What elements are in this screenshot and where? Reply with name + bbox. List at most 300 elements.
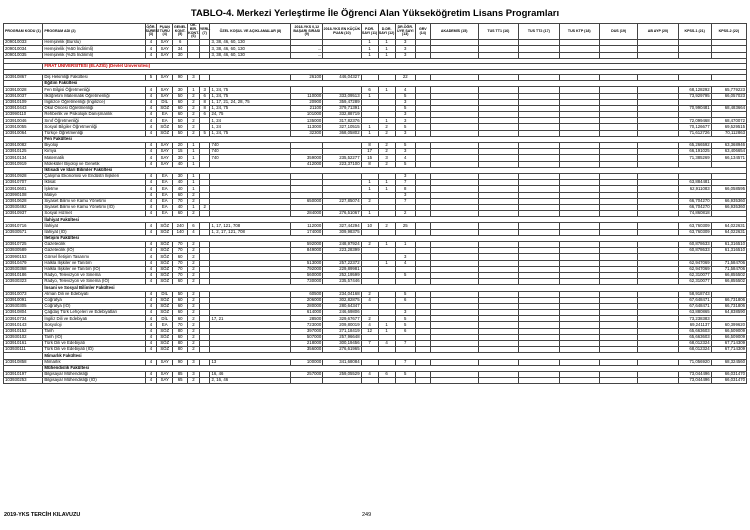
table-cell: 4: [188, 229, 200, 235]
table-cell: Radyo, Televizyon ve Sinema (İÖ): [43, 279, 145, 285]
table-cell: SÖZ: [157, 334, 173, 340]
table-cell: 650000: [291, 198, 323, 204]
table-cell: 223,28399: [323, 248, 361, 254]
table-cell: 174000: [291, 229, 323, 235]
table-cell: 80: [173, 328, 188, 334]
table-cell: 4: [361, 297, 378, 303]
table-cell: ...: [291, 52, 323, 58]
table-cell: 4: [145, 52, 157, 58]
table-cell: 2: [188, 105, 200, 111]
table-cell: Türk Dili ve Edebiyatı (İÖ): [43, 347, 145, 353]
table-cell: 4: [145, 242, 157, 248]
column-header: AB AYP (20): [638, 24, 678, 40]
table-cell: 60: [173, 254, 188, 260]
table-cell: 2: [188, 192, 200, 198]
table-cell: 2, 16, 46: [210, 378, 291, 384]
table-cell: 333,09513: [323, 93, 361, 99]
table-cell: 397000: [291, 328, 323, 334]
table-cell: 4: [145, 143, 157, 149]
table-cell: 327,44294: [323, 223, 361, 229]
table-cell: SÖZ: [157, 303, 173, 309]
table-cell: 4: [145, 229, 157, 235]
table-cell: 70: [173, 322, 188, 328]
table-cell: 70,126677: [678, 124, 711, 130]
table-cell: 329,67677: [323, 316, 361, 322]
table-cell: 103910109: [4, 99, 43, 105]
table-cell: 65: [173, 378, 188, 384]
table-cell: 28500: [291, 316, 323, 322]
table-cell: 218000: [291, 341, 323, 347]
table-cell: Moleküler Biyoloji ve Genetik: [43, 161, 145, 167]
table-cell: 235,57446: [323, 279, 361, 285]
table-cell: 101000: [291, 112, 323, 118]
table-cell: 30: [173, 87, 188, 93]
table-cell: 359000: [291, 155, 323, 161]
table-cell: [323, 378, 361, 384]
table-cell: 4: [395, 260, 415, 266]
table-cell: EA: [157, 186, 173, 192]
table-cell: Hemşirelik (%25 İndirimli): [43, 52, 145, 58]
table-cell: 60: [173, 279, 188, 285]
table-cell: [378, 378, 395, 384]
table-cell: 1: [188, 87, 200, 93]
table-cell: 103910601: [4, 186, 43, 192]
table-cell: 209010033: [4, 40, 43, 46]
table-cell: SÖZ: [157, 254, 173, 260]
table-cell: 103910073: [4, 291, 43, 297]
table-cell: Kimya: [43, 149, 145, 155]
table-cell: 60: [173, 303, 188, 309]
table-cell: 63,368946: [711, 143, 746, 149]
table-cell: 103910804: [4, 310, 43, 316]
table-cell: 4: [145, 334, 157, 340]
table-cell: 61,316510: [711, 242, 746, 248]
table-cell: Maliye: [43, 192, 145, 198]
table-cell: 73,238383: [678, 316, 711, 322]
table-cell: 80: [173, 347, 188, 353]
table-cell: 65,266592: [678, 143, 711, 149]
table-cell: 103930253: [4, 378, 43, 384]
table-cell: 7: [395, 359, 415, 365]
column-header: TUS TT2 (17): [519, 24, 559, 40]
table-cell: 4: [361, 322, 378, 328]
table-cell: 4: [145, 186, 157, 192]
table-cell: 103910628: [4, 198, 43, 204]
table-cell: 723000: [291, 322, 323, 328]
table-cell: DİL: [157, 99, 173, 105]
table-cell: SAY: [157, 87, 173, 93]
table-cell: 2: [188, 316, 200, 322]
table-cell: 103910707: [4, 180, 43, 186]
table-cell: 1, 24: [210, 118, 291, 124]
table-cell: 2: [378, 149, 395, 155]
table-cell: 6: [188, 223, 200, 229]
table-cell: 66,731806: [711, 297, 746, 303]
table-cell: 3: [188, 371, 200, 377]
table-cell: 4: [145, 297, 157, 303]
table-cell: SAY: [157, 359, 173, 365]
table-cell: 248,97924: [323, 242, 361, 248]
table-cell: 2: [188, 341, 200, 347]
table-cell: 17, 21: [210, 316, 291, 322]
table-cell: 1: [361, 124, 378, 130]
table-cell: 740: [210, 149, 291, 155]
table-cell: 4: [145, 149, 157, 155]
table-cell: [415, 378, 430, 384]
table-cell: [361, 378, 378, 384]
table-cell: 614000: [291, 310, 323, 316]
table-cell: 103910928: [4, 173, 43, 179]
table-cell: 3: [395, 112, 415, 118]
table-cell: SÖZ: [157, 124, 173, 130]
table-cell: 103910091: [4, 297, 43, 303]
table-cell: 8: [199, 105, 210, 111]
column-header: P.DR. SAYI (11): [361, 24, 378, 40]
table-cell: 4: [145, 130, 157, 136]
table-cell: 2: [188, 347, 200, 353]
table-cell: 3: [188, 74, 200, 80]
table-cell: 103910046: [4, 118, 43, 124]
table-cell: 8: [361, 161, 378, 167]
table-cell: 2: [188, 297, 200, 303]
table-cell: 50: [173, 291, 188, 297]
table-cell: 3: [395, 310, 415, 316]
table-cell: 80: [173, 341, 188, 347]
column-header: KPSS-1 (21): [678, 24, 711, 40]
table-cell: 4: [145, 248, 157, 254]
table-cell: 66,509009: [711, 328, 746, 334]
table-cell: 2: [188, 328, 200, 334]
table-cell: 65,779223: [711, 87, 746, 93]
table-cell: 103910725: [4, 242, 43, 248]
table-cell: 67,648471: [678, 303, 711, 309]
table-cell: 1: [378, 52, 395, 58]
table-cell: 5: [395, 322, 415, 328]
table-cell: 103930589: [4, 248, 43, 254]
table-cell: 60: [173, 297, 188, 303]
table-cell: [638, 378, 678, 384]
table-cell: 4: [145, 322, 157, 328]
table-cell: SÖZ: [157, 328, 173, 334]
table-cell: 2: [361, 291, 378, 297]
table-cell: Rehberlik ve Psikolojik Danışmanlık: [43, 112, 145, 118]
table-cell: 4: [145, 124, 157, 130]
table-cell: 234,04168: [323, 291, 361, 297]
table-cell: 229,89981: [323, 266, 361, 272]
column-header: ÖZEL KOŞUL VE AÇIKLAMALAR (8): [210, 24, 291, 40]
table-cell: 6: [199, 112, 210, 118]
table-cell: 67,648471: [678, 297, 711, 303]
table-cell: Görsel İletişim Tasarımı: [43, 254, 145, 260]
table-cell: 4: [145, 291, 157, 297]
table-cell: 740: [210, 155, 291, 161]
table-cell: SAY: [157, 40, 173, 46]
table-cell: İngilizce Öğretmenliği (İngilizce): [43, 99, 145, 105]
table-cell: 2: [188, 242, 200, 248]
table-cell: 284000: [291, 211, 323, 217]
table-cell: [599, 378, 637, 384]
column-header: PROGRAM ADI (2): [43, 24, 145, 40]
table-cell: 4: [145, 173, 157, 179]
table-cell: SÖZ: [157, 242, 173, 248]
table-cell: 60: [173, 316, 188, 322]
table-cell: 209,80019: [323, 322, 361, 328]
table-cell: Bilgisayar Mühendisliği (İÖ): [43, 378, 145, 384]
table-cell: 4: [145, 105, 157, 111]
table-cell: EA: [157, 198, 173, 204]
table-cell: 730000: [291, 279, 323, 285]
table-cell: Sosyal Bilgiler Öğretmenliği: [43, 124, 145, 130]
table-cell: 63,760309: [678, 229, 711, 235]
table-cell: 4: [145, 40, 157, 46]
table-cell: 1: [188, 204, 200, 210]
table-cell: 4: [145, 192, 157, 198]
table-cell: 63,760309: [678, 223, 711, 229]
table-cell: 72,099468: [678, 118, 711, 124]
table-cell: 40: [173, 161, 188, 167]
table-cell: 74,860818: [678, 211, 711, 217]
column-header: KPSS-2 (22): [711, 24, 746, 40]
table-cell: 6: [361, 87, 378, 93]
table-cell: 103910734: [4, 316, 43, 322]
table-cell: 412000: [291, 161, 323, 167]
table-cell: 103910028: [4, 87, 43, 93]
table-cell: 68,324560: [711, 359, 746, 365]
table-cell: 4: [145, 223, 157, 229]
faculty-name: Eğitim Fakültesi: [43, 81, 747, 87]
table-cell: 4: [145, 359, 157, 365]
table-cell: SÖZ: [157, 347, 173, 353]
table-cell: 67,714309: [711, 341, 746, 347]
table-cell: 66,704270: [678, 198, 711, 204]
table-cell: Alman Dili ve Edebiyatı: [43, 291, 145, 297]
table-cell: 1: [188, 173, 200, 179]
table-cell: 1: [378, 328, 395, 334]
table-cell: Mimarlık: [43, 359, 145, 365]
faculty-name: Fen Fakültesi: [43, 136, 747, 142]
table-cell: 110000: [291, 93, 323, 99]
table-cell: 70,990481: [678, 105, 711, 111]
table-cell: 280,64347: [323, 303, 361, 309]
table-cell: 1: [378, 180, 395, 186]
table-cell: 4: [145, 180, 157, 186]
table-cell: 2: [361, 198, 378, 204]
table-cell: 5: [145, 74, 157, 80]
table-cell: 206000: [291, 297, 323, 303]
table-cell: 4: [145, 118, 157, 124]
table-cell: DİL: [157, 291, 173, 297]
table-cell: 62,911083: [678, 186, 711, 192]
table-cell: SÖZ: [157, 272, 173, 278]
table-cell: Gazetecilik: [43, 242, 145, 248]
table-cell: 2: [361, 242, 378, 248]
table-cell: 60: [173, 105, 188, 111]
table-cell: 103990153: [4, 254, 43, 260]
table-cell: 24, 75: [210, 112, 291, 118]
table-cell: İlköğretim Matematik Öğretmenliği: [43, 93, 145, 99]
table-cell: SÖZ: [157, 341, 173, 347]
table-cell: 560000: [291, 272, 323, 278]
table-cell: 227,85074: [323, 198, 361, 204]
table-cell: 68,012324: [678, 341, 711, 347]
table-cell: 40: [173, 186, 188, 192]
column-header: DUS (19): [599, 24, 637, 40]
table-cell: EA: [157, 180, 173, 186]
table-cell: 1: [188, 161, 200, 167]
table-cell: 7: [395, 198, 415, 204]
table-cell: 2: [188, 198, 200, 204]
table-cell: 300,19456: [323, 341, 361, 347]
table-cell: 73,044496: [678, 371, 711, 377]
table-cell: 8: [361, 143, 378, 149]
table-cell: Siyaset Bilimi ve Kamu Yönetimi: [43, 198, 145, 204]
table-cell: 6: [173, 40, 188, 46]
table-cell: 103990110: [4, 112, 43, 118]
table-cell: EA: [157, 173, 173, 179]
table-cell: EA: [157, 322, 173, 328]
table-cell: 1: [188, 155, 200, 161]
page-number: 249: [362, 512, 372, 518]
table-cell: 2: [378, 223, 395, 229]
table-cell: 3: [188, 359, 200, 365]
table-cell: 66,704270: [678, 204, 711, 210]
table-cell: 66,855502: [711, 272, 746, 278]
table-cell: Sınıf Öğretmenliği: [43, 118, 145, 124]
table-cell: 103910867: [4, 74, 43, 80]
table-cell: DİL: [157, 316, 173, 322]
header-row: [4, 24, 747, 40]
table-cell: Halkla İlişkiler ve Tanıtım: [43, 260, 145, 266]
table-cell: 103910152: [4, 328, 43, 334]
table-cell: 2: [188, 266, 200, 272]
table-cell: 2: [378, 143, 395, 149]
table-cell: 4: [145, 198, 157, 204]
table-cell: 3: [378, 155, 395, 161]
column-header: PUAN TÜRÜ (4): [157, 24, 173, 40]
table-cell: 34: [173, 46, 188, 52]
table-cell: 257,22372: [323, 260, 361, 266]
table-cell: 276,61965: [323, 347, 361, 353]
table-cell: SÖZ: [157, 297, 173, 303]
table-cell: EA: [157, 211, 173, 217]
column-header: AKADEMİS (15): [430, 24, 478, 40]
column-header: TUS TT1 (16): [478, 24, 518, 40]
table-cell: 6: [378, 371, 395, 377]
table-cell: 103930368: [4, 266, 43, 272]
table-cell: 66,031470: [711, 371, 746, 377]
table-cell: 4: [361, 371, 378, 377]
table-cell: 2: [188, 378, 200, 384]
table-cell: 3: [395, 52, 415, 58]
table-cell: 70: [173, 272, 188, 278]
table-cell: 792000: [291, 266, 323, 272]
table-cell: 4: [145, 211, 157, 217]
table-cell: 25: [395, 223, 415, 229]
table-cell: 1: [188, 143, 200, 149]
table-cell: 71,584706: [711, 260, 746, 266]
table-cell: Halkla İlişkiler ve Tanıtım (İÖ): [43, 266, 145, 272]
table-cell: SÖZ: [157, 130, 173, 136]
university-name: FIRAT ÜNİVERSİTESİ (ELAZIĞ) (Devlet Üniversitesi): [43, 63, 747, 69]
table-cell: 4: [145, 279, 157, 285]
table-cell: 1: [361, 211, 378, 217]
table-cell: 68,128292: [678, 87, 711, 93]
table-cell: 1: [395, 242, 415, 248]
table-cell: EA: [157, 118, 173, 124]
faculty-name: İktisadi ve İdari Bilimler Fakültesi: [43, 167, 747, 173]
table-cell: 20: [173, 143, 188, 149]
table-cell: 71,056920: [678, 359, 711, 365]
table-cell: 22: [395, 74, 415, 80]
table-cell: Matematik: [43, 155, 145, 161]
table-cell: 90: [173, 359, 188, 365]
table-cell: 2: [395, 211, 415, 217]
table-cell: 64,838590: [711, 310, 746, 316]
programs-table: [3, 23, 747, 384]
table-cell: EA: [157, 204, 173, 210]
table-cell: 1: [378, 40, 395, 46]
table-cell: 3: [395, 99, 415, 105]
table-cell: SAY: [157, 143, 173, 149]
table-cell: 3: [395, 40, 415, 46]
table-cell: 257000: [291, 371, 323, 377]
table-cell: 16, 46: [210, 371, 291, 377]
table-cell: 103910186: [4, 272, 43, 278]
table-cell: 2: [188, 334, 200, 340]
table-cell: 8: [395, 186, 415, 192]
table-cell: 1: [378, 260, 395, 266]
table-cell: 2: [188, 99, 200, 105]
table-cell: 15: [361, 155, 378, 161]
table-cell: 61,316510: [711, 248, 746, 254]
table-cell: 103910716: [4, 223, 43, 229]
table-cell: 4: [145, 310, 157, 316]
faculty-name: İnsani ve Sosyal Bilimler Fakültesi: [43, 285, 747, 291]
table-cell: Tarih: [43, 328, 145, 334]
table-cell: SÖZ: [157, 260, 173, 266]
table-cell: 60: [173, 310, 188, 316]
table-cell: 85: [173, 371, 188, 377]
table-cell: 6: [395, 328, 415, 334]
table-cell: 103930571: [4, 229, 43, 235]
table-cell: 2: [199, 204, 210, 210]
table-cell: Bilgisayar Mühendisliği: [43, 371, 145, 377]
table-cell: 5: [395, 371, 415, 377]
table-cell: 30: [173, 52, 188, 58]
table-cell: SAY: [157, 52, 173, 58]
table-cell: 3, 38, 46, 60, 130: [210, 40, 291, 46]
table-cell: 103910919: [4, 161, 43, 167]
table-cell: [478, 378, 518, 384]
table-cell: 4: [145, 328, 157, 334]
table-cell: 58,918743: [678, 291, 711, 297]
table-cell: 368,05802: [323, 130, 361, 136]
table-cell: 3: [395, 118, 415, 124]
table-cell: 50: [173, 118, 188, 124]
table-cell: 1: [361, 93, 378, 99]
table-cell: 70: [173, 242, 188, 248]
table-cell: 66,509009: [711, 334, 746, 340]
table-cell: 66,134571: [711, 155, 746, 161]
table-cell: 100000: [291, 359, 323, 365]
table-cell: Fen Bilgisi Öğretmenliği: [43, 87, 145, 93]
table-cell: 7: [395, 341, 415, 347]
table-cell: 32300: [291, 130, 323, 136]
table-cell: 62,947069: [678, 266, 711, 272]
table-cell: 103930323: [4, 279, 43, 285]
table-cell: 20900: [291, 99, 323, 105]
table-cell: 1: [361, 180, 378, 186]
